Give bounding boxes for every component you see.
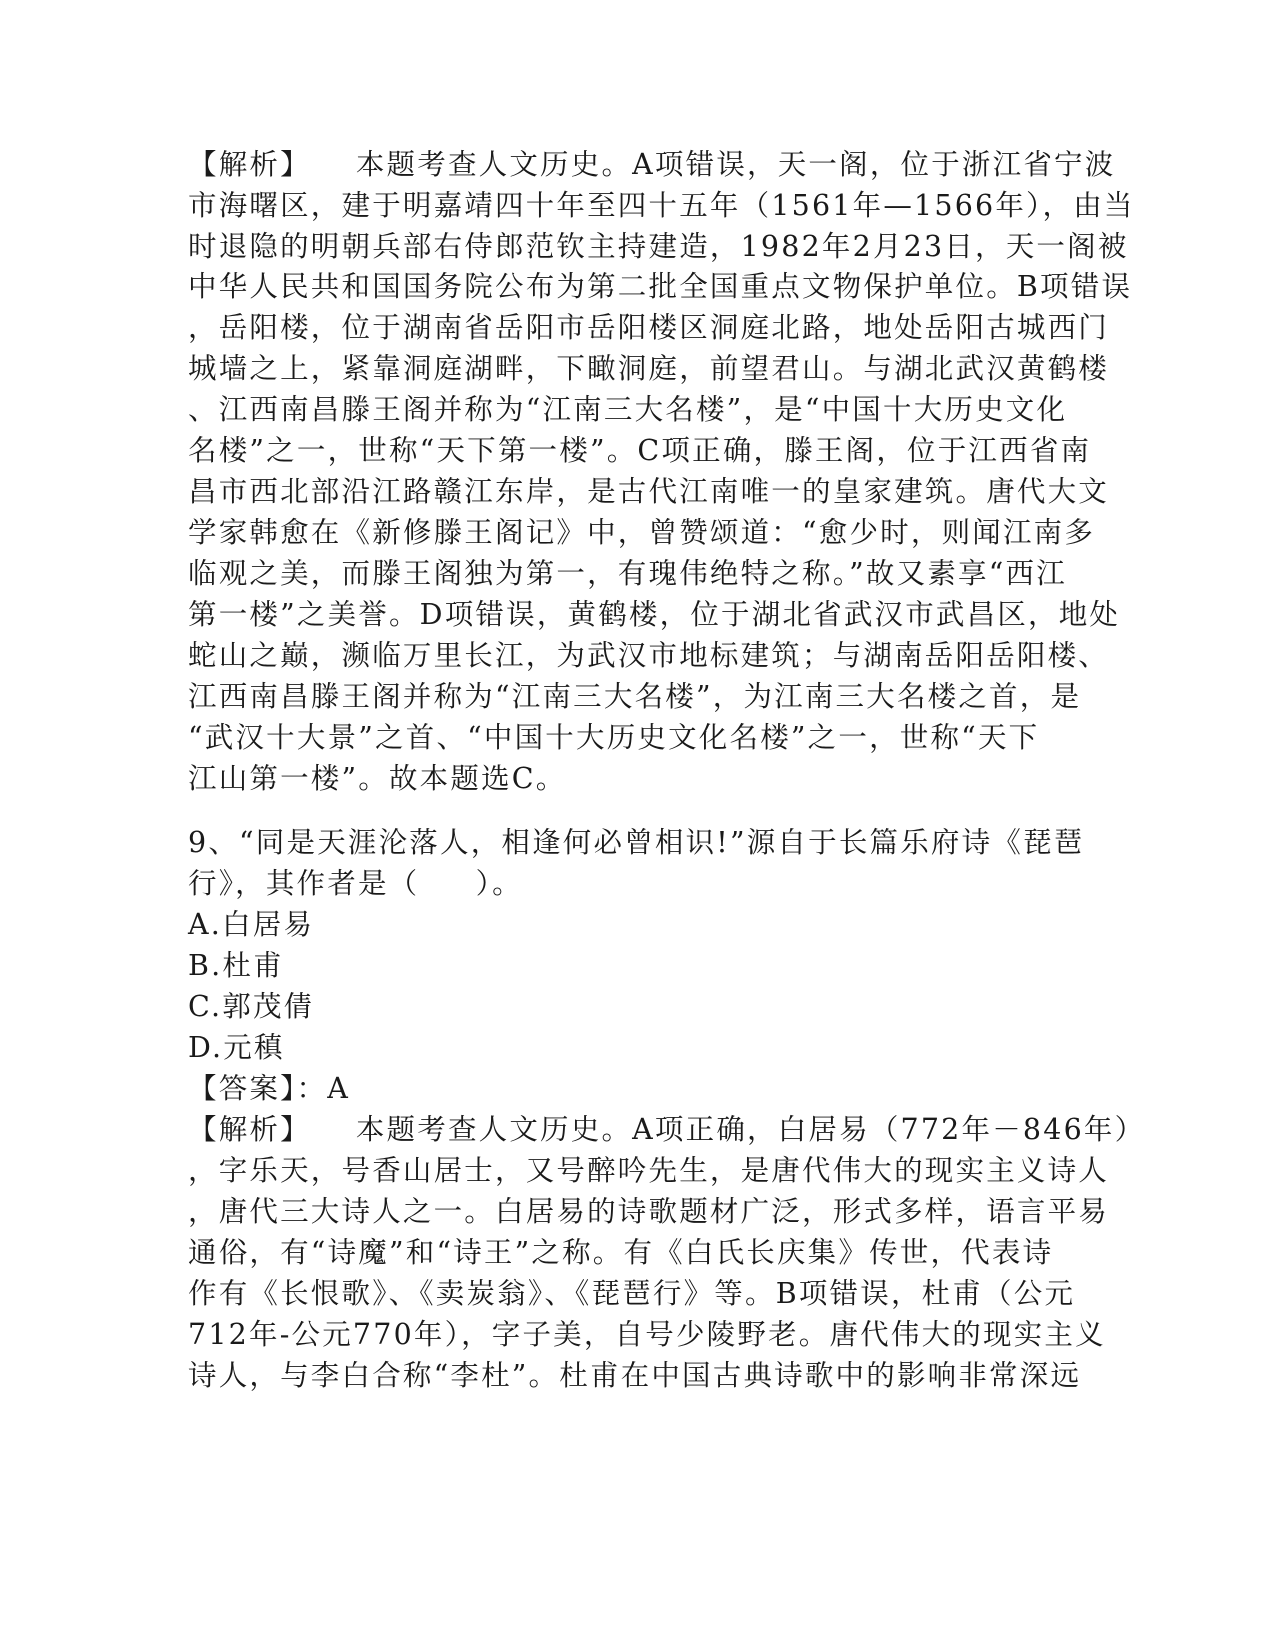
analysis-2-line: 712年-公元770年），字子美，自号少陵野老。唐代伟大的现实主义 xyxy=(188,1318,1106,1351)
analysis-1-line: 江西南昌滕王阁并称为“江南三大名楼”，为江南三大名楼之首，是 xyxy=(188,680,1082,713)
analysis-1-line: 、江西南昌滕王阁并称为“江南三大名楼”，是“中国十大历史文化 xyxy=(188,393,1068,426)
answer-line: 【答案】：A xyxy=(188,1072,351,1105)
option-b: B.杜甫 xyxy=(188,949,284,982)
analysis-1-line: 学家韩愈在《新修滕王阁记》中，曾赞颂道：“愈少时，则闻江南多 xyxy=(188,516,1096,549)
analysis-1-line: 临观之美，而滕王阁独为第一，有瑰伟绝特之称。”故又素享“西江 xyxy=(188,557,1067,590)
analysis-1-line: ，岳阳楼，位于湖南省岳阳市岳阳楼区洞庭北路，地处岳阳古城西门 xyxy=(188,311,1110,344)
analysis-2-line: ，字乐天，号香山居士，又号醉吟先生，是唐代伟大的现实主义诗人 xyxy=(188,1154,1110,1187)
option-a: A.白居易 xyxy=(188,908,315,941)
question-stem-line: 行》，其作者是（ ）。 xyxy=(188,867,523,900)
analysis-2-line: 诗人，与李白合称“李杜”。杜甫在中国古典诗歌中的影响非常深远 xyxy=(188,1359,1082,1392)
option-d: D.元稹 xyxy=(188,1031,285,1064)
analysis-1-line: 市海曙区，建于明嘉靖四十年至四十五年（1561年—1566年），由当 xyxy=(188,189,1135,222)
analysis-1-line: 蛇山之巅，濒临万里长江，为武汉市地标建筑；与湖南岳阳岳阳楼、 xyxy=(188,639,1110,672)
analysis-1-line: 【解析】 本题考查人文历史。A项错误，天一阁，位于浙江省宁波 xyxy=(188,148,1116,181)
analysis-1-line: 昌市西北部沿江路赣江东岸，是古代江南唯一的皇家建筑。唐代大文 xyxy=(188,475,1110,508)
analysis-1-line: “武汉十大景”之首、“中国十大历史文化名楼”之一，世称“天下 xyxy=(188,721,1040,754)
analysis-2-line: 通俗，有“诗魔”和“诗王”之称。有《白氏长庆集》传世，代表诗 xyxy=(188,1236,1054,1269)
analysis-1-line: 城墙之上，紧靠洞庭湖畔，下瞰洞庭，前望君山。与湖北武汉黄鹤楼 xyxy=(188,352,1110,385)
analysis-1-line: 江山第一楼”。故本题选C。 xyxy=(188,762,567,795)
option-c: C.郭茂倩 xyxy=(188,990,315,1023)
analysis-1-line: 时退隐的明朝兵部右侍郎范钦主持建造，1982年2月23日，天一阁被 xyxy=(188,230,1129,263)
analysis-1-line: 第一楼”之美誉。D项错误，黄鹤楼，位于湖北省武汉市武昌区，地处 xyxy=(188,598,1121,631)
question-stem-line: 9、“同是天涯沦落人，相逢何必曾相识!”源自于长篇乐府诗《琵琶 xyxy=(188,826,1085,859)
analysis-1-line: 名楼”之一，世称“天下第一楼”。C项正确，滕王阁，位于江西省南 xyxy=(188,434,1092,467)
analysis-2-line: 【解析】 本题考查人文历史。A项正确，白居易（772年－846年） xyxy=(188,1113,1146,1146)
analysis-2-line: ，唐代三大诗人之一。白居易的诗歌题材广泛，形式多样，语言平易 xyxy=(188,1195,1110,1228)
analysis-1-line: 中华人民共和国国务院公布为第二批全国重点文物保护单位。B项错误 xyxy=(188,270,1133,303)
analysis-2-line: 作有《长恨歌》、《卖炭翁》、《琵琶行》等。B项错误，杜甫（公元 xyxy=(188,1277,1076,1310)
